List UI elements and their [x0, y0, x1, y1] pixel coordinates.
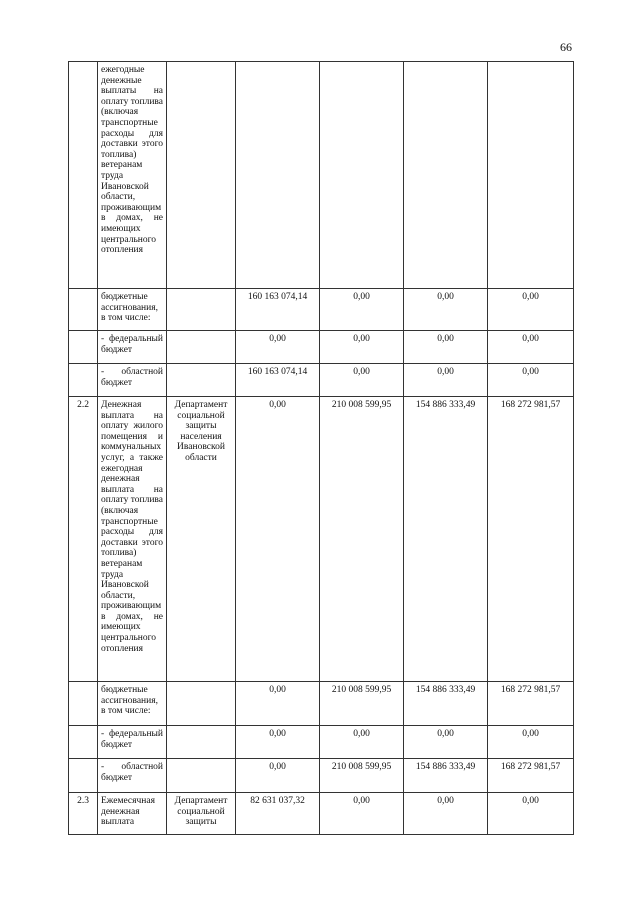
item-number	[69, 759, 98, 793]
item-name: Ежемесячная денежная выплата	[98, 793, 167, 835]
value-year-3: 0,00	[404, 793, 488, 835]
item-name: - областной бюджет	[98, 759, 167, 793]
item-name: ежегодные денежные выплаты на оплату топлива (включая транспортные расходы для доставки этого топлива) ветеранам труда Ивановской области, проживающим в домах, не имеющих центрального отопления	[98, 62, 167, 289]
item-number: 2.2	[69, 397, 98, 682]
value-year-4	[488, 62, 574, 289]
item-executor	[167, 331, 236, 364]
item-executor	[167, 62, 236, 289]
item-name: - федеральный бюджет	[98, 331, 167, 364]
item-number: 2.3	[69, 793, 98, 835]
value-year-2: 0,00	[320, 793, 404, 835]
table-row	[69, 759, 574, 793]
value-year-3	[404, 62, 488, 289]
value-year-2: 0,00	[320, 364, 404, 397]
item-number	[69, 364, 98, 397]
item-number	[69, 289, 98, 331]
value-year-3: 0,00	[404, 364, 488, 397]
item-executor	[167, 759, 236, 793]
item-number	[69, 726, 98, 759]
table-row	[69, 331, 574, 364]
budget-table	[68, 61, 574, 835]
value-year-4: 168 272 981,57	[488, 759, 574, 793]
item-executor: Департамент социальной защиты населения Ивановской области	[167, 397, 236, 682]
item-executor	[167, 682, 236, 726]
value-year-3: 154 886 333,49	[404, 397, 488, 682]
value-year-2: 210 008 599,95	[320, 682, 404, 726]
value-year-1: 82 631 037,32	[236, 793, 320, 835]
value-year-2: 210 008 599,95	[320, 759, 404, 793]
value-year-1: 0,00	[236, 682, 320, 726]
item-executor	[167, 364, 236, 397]
value-year-1: 160 163 074,14	[236, 289, 320, 331]
value-year-1: 0,00	[236, 397, 320, 682]
value-year-3: 0,00	[404, 289, 488, 331]
item-name: бюджетные ассигнования, в том числе:	[98, 289, 167, 331]
item-number	[69, 331, 98, 364]
item-name: - федеральный бюджет	[98, 726, 167, 759]
item-number	[69, 62, 98, 289]
value-year-2: 0,00	[320, 289, 404, 331]
value-year-3: 0,00	[404, 726, 488, 759]
value-year-3: 0,00	[404, 331, 488, 364]
item-name: - областной бюджет	[98, 364, 167, 397]
table-row	[69, 289, 574, 331]
value-year-2: 0,00	[320, 331, 404, 364]
table-row	[69, 682, 574, 726]
table-row	[69, 793, 574, 835]
item-executor	[167, 726, 236, 759]
value-year-4: 168 272 981,57	[488, 682, 574, 726]
value-year-1	[236, 62, 320, 289]
value-year-3: 154 886 333,49	[404, 759, 488, 793]
item-name: бюджетные ассигнования, в том числе:	[98, 682, 167, 726]
value-year-4: 0,00	[488, 364, 574, 397]
table-row	[69, 62, 574, 289]
value-year-4: 168 272 981,57	[488, 397, 574, 682]
value-year-4: 0,00	[488, 726, 574, 759]
value-year-3: 154 886 333,49	[404, 682, 488, 726]
value-year-2: 0,00	[320, 726, 404, 759]
table-row	[69, 397, 574, 682]
value-year-1: 0,00	[236, 759, 320, 793]
table-row	[69, 726, 574, 759]
value-year-2: 210 008 599,95	[320, 397, 404, 682]
value-year-2	[320, 62, 404, 289]
value-year-4: 0,00	[488, 793, 574, 835]
table-row	[69, 364, 574, 397]
item-executor: Департамент социальной защиты	[167, 793, 236, 835]
value-year-4: 0,00	[488, 331, 574, 364]
page-number: 66	[560, 40, 572, 54]
item-executor	[167, 289, 236, 331]
value-year-1: 0,00	[236, 726, 320, 759]
item-number	[69, 682, 98, 726]
value-year-4: 0,00	[488, 289, 574, 331]
item-name: Денежная выплата на оплату жилого помещения и коммунальных услуг, а также ежегодная денежная выплата на оплату топлива (включая транспортные расходы для доставки этого топлива) ветеранам труда Ивановской области, проживающим в домах, не имеющих центрального отопления	[98, 397, 167, 682]
value-year-1: 0,00	[236, 331, 320, 364]
value-year-1: 160 163 074,14	[236, 364, 320, 397]
